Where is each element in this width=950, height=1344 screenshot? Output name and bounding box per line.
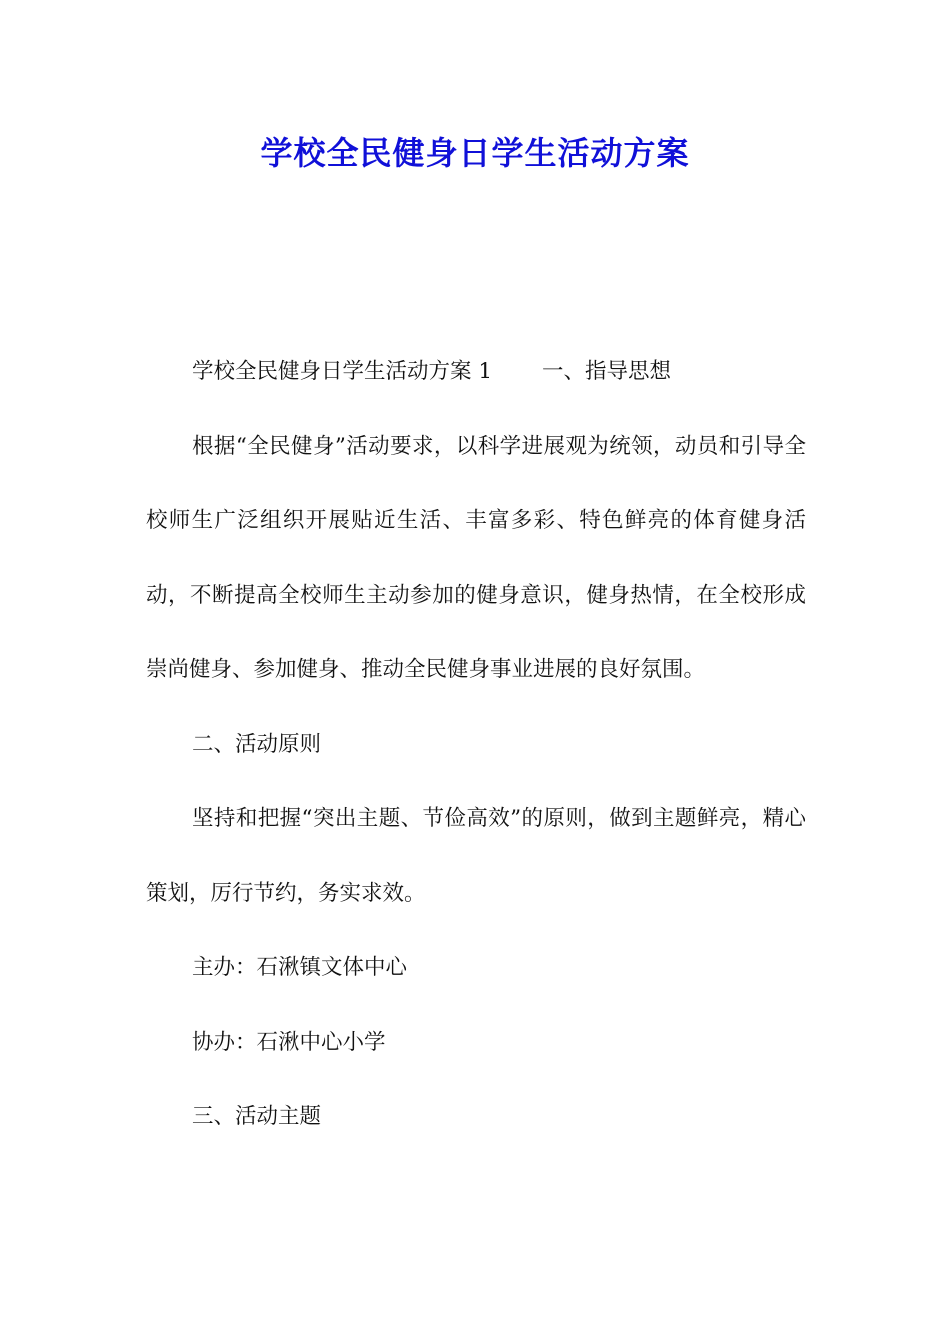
- section-heading-theme: 三、活动主题: [192, 1104, 322, 1129]
- paragraph-co-organizer: 协办：石湫中心小学: [192, 1029, 386, 1055]
- section-heading-principles: 二、活动原则: [192, 731, 322, 757]
- paragraph-heading-1: [146, 335, 806, 410]
- plan-subtitle: 学校全民健身日学生活动方案 1: [192, 359, 493, 384]
- paragraph-guiding-content: 根据“全民健身”活动要求，以科学进展观为统领，动员和引导全校师生广泛组织开展贴近生活、丰富多彩、特色鲜亮的体育健身活动，不断提高全校师生主动参加的健身意识，健身热情，在全校形成崇尚健身、参加健身、推动全民健身事业进展的良好氛围。: [146, 433, 806, 682]
- section-heading-guiding-thought: 一、指导思想: [542, 359, 672, 384]
- paragraph-principles-content: 坚持和把握“突出主题、节俭高效”的原则，做到主题鲜亮，精心策划，厉行节约，务实求效。: [146, 806, 806, 906]
- paragraph-organizer: 主办：石湫镇文体中心: [192, 955, 408, 980]
- document-body: [146, 335, 806, 1155]
- document-title: 学校全民健身日学生活动方案: [260, 134, 690, 172]
